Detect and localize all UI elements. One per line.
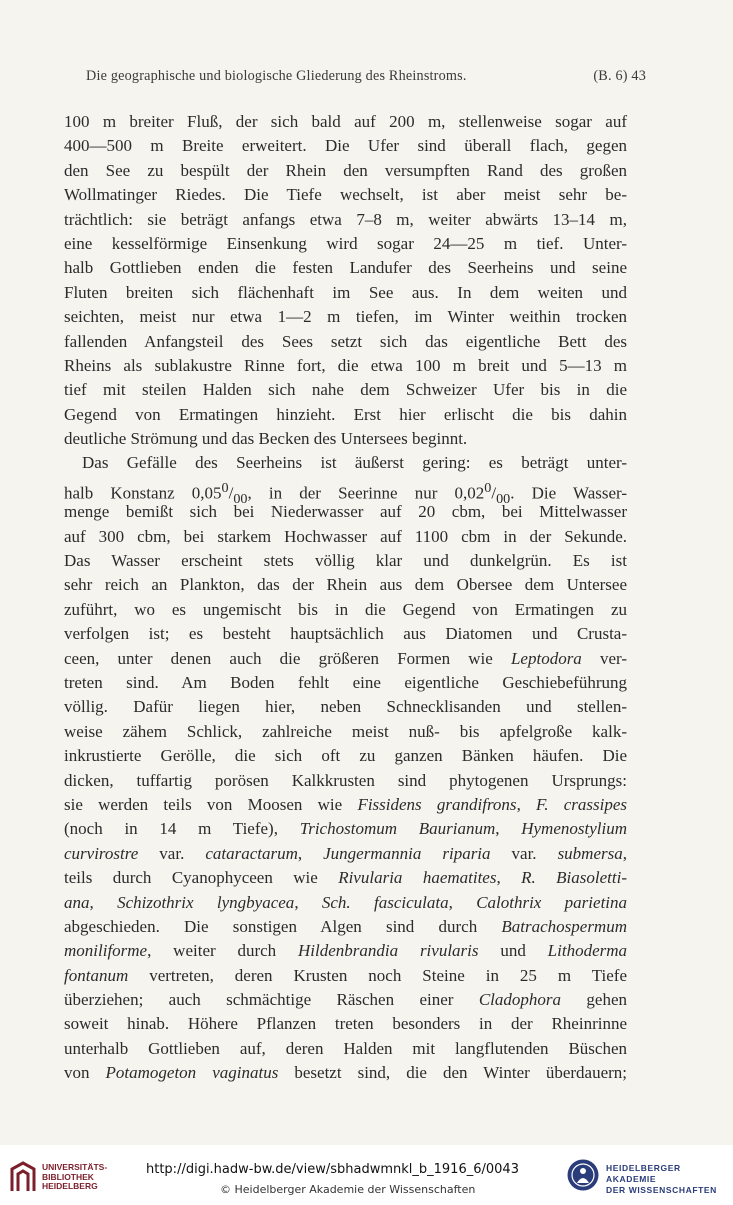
text-line: überziehen; auch schmächtige Räschen einer Cladophora gehen xyxy=(64,990,627,1010)
text-line: teils durch Cyanophyceen wie Rivularia haematites, R. Biasoletti- xyxy=(64,868,627,888)
text-line: eine kesselförmige Einsenkung wird sogar 24—25 m tief. Unter- xyxy=(64,233,627,253)
text-line: Wollmatinger Riedes. Die Tiefe wechselt, ist aber meist sehr be- xyxy=(64,185,627,205)
ub-line: UNIVERSITÄTS- xyxy=(42,1162,108,1172)
text-line: tief mit steilen Halden sich nahe dem Schweizer Ufer bis in die xyxy=(64,380,627,400)
text-line: seichten, meist nur etwa 1—2 m tiefen, im Winter weithin trocken xyxy=(64,307,627,327)
copyright-notice: © Heidelberger Akademie der Wissenschaften xyxy=(220,1183,476,1196)
running-header xyxy=(86,68,646,85)
text-line: weise zähem Schlick, zahlreiche meist nuß- bis apfelgroße kalk- xyxy=(64,721,627,741)
header-title: Die geographische und biologische Gliederung des Rheinstroms. xyxy=(86,68,467,84)
text-line: soweit hinab. Höhere Pflanzen treten besonders in der Rheinrinne xyxy=(64,1014,627,1034)
text-line: fontanum vertreten, deren Krusten noch Steine in 25 m Tiefe xyxy=(64,965,627,985)
text-line: 100 m breiter Fluß, der sich bald auf 200 m, stellenweise sogar auf xyxy=(64,112,627,131)
text-line: völlig. Dafür liegen hier, neben Schnecklisanden und stellen- xyxy=(64,697,627,717)
text-line: halb Konstanz $0,05^0/_{00}$, in der Seerinne nur $0,02^0/_{00}$. Die Wasser- xyxy=(64,479,627,507)
academy-name xyxy=(606,1163,733,1196)
text-line: den See zu bespült der Rhein den versumpften Rand des großen xyxy=(64,160,627,180)
text-line: von Potamogeton vaginatus besetzt sind, die den Winter überdauern; xyxy=(64,1063,627,1083)
text-line: Rheins als sublakustre Rinne fort, die etwa 100 m breit und 5—13 m xyxy=(64,355,627,375)
text-line: auf 300 cbm, bei starkem Hochwasser auf 1100 cbm in der Sekunde. xyxy=(64,526,627,546)
text-line: moniliforme, weiter durch Hildenbrandia rivularis und Lithoderma xyxy=(64,941,628,961)
text-line: halb Gottlieben enden die festen Landufer des Seerheins und seine xyxy=(64,258,627,278)
text-line: menge bemißt sich bei Niederwasser auf 20 cbm, bei Mittelwasser xyxy=(64,502,627,522)
ub-line: BIBLIOTHEK xyxy=(42,1171,94,1182)
academy-seal-icon xyxy=(566,1158,600,1192)
text-line: abgeschieden. Die sonstigen Algen sind durch Batrachospermum xyxy=(64,916,627,936)
text-line: fallenden Anfangsteil des Sees setzt sich das eigentliche Bett des xyxy=(64,331,627,351)
university-library-name xyxy=(42,1163,107,1192)
text-line: 400—500 m Breite erweitert. Die Ufer sind überall flach, gegen xyxy=(64,136,627,156)
text-line: Das Gefälle des Seerheins ist äußerst gering: es beträgt unter- xyxy=(82,453,627,473)
hadw-line: HEIDELBERGER AKADEMIE xyxy=(606,1163,681,1184)
text-line: curvirostre var. cataractarum, Jungermannia riparia var. submersa, xyxy=(64,843,627,863)
text-line: inkrustierte Gerölle, die sich oft zu ganzen Bänken häufen. Die xyxy=(64,746,627,766)
text-line: deutliche Strömung und das Becken des Untersees beginnt. xyxy=(64,429,468,449)
text-line: zuführt, wo es ungemischt bis in die Gegend von Ermatingen zu xyxy=(64,599,627,619)
text-line: sie werden teils von Moosen wie Fissidens grandifrons, F. crassipes xyxy=(64,794,627,814)
university-library-logo-icon xyxy=(8,1161,38,1193)
text-line: verfolgen ist; es besteht hauptsächlich aus Diatomen und Crusta- xyxy=(64,624,627,644)
footer-bar xyxy=(0,1145,733,1205)
text-line: (noch in 14 m Tiefe), Trichostomum Baurianum, Hymenostylium xyxy=(64,819,627,839)
header-page-ref: (B. 6) 43 xyxy=(593,68,646,84)
body-text xyxy=(64,110,627,1086)
text-line: ceen, unter denen auch die größeren Formen wie Leptodora ver- xyxy=(64,648,628,668)
text-line: Gegend von Ermatingen hinzieht. Erst hier erlischt die bis dahin xyxy=(64,404,627,424)
permalink-url[interactable]: http://digi.hadw-bw.de/view/sbhadwmnkl_b_1916_6/0043 xyxy=(146,1162,519,1177)
text-line: ana, Schizothrix lyngbyacea, Sch. fasciculata, Calothrix parietina xyxy=(64,892,628,912)
hadw-line: DER WISSENSCHAFTEN xyxy=(606,1185,717,1195)
text-line: dicken, tuffartig porösen Kalkkrusten sind phytogenen Ursprungs: xyxy=(64,770,627,790)
text-line: treten sind. Am Boden fehlt eine eigentliche Geschiebeführung xyxy=(64,672,627,692)
text-line: sehr reich an Plankton, das der Rhein aus dem Obersee dem Untersee xyxy=(64,575,627,595)
text-line: unterhalb Gottlieben auf, deren Halden mit langflutenden Büschen xyxy=(64,1038,627,1058)
text-line: trächtlich: sie beträgt anfangs etwa 7–8 m, weiter abwärts 13–14 m, xyxy=(64,209,627,229)
text-line: Das Wasser erscheint stets völlig klar und dunkelgrün. Es ist xyxy=(64,551,627,571)
ub-line: HEIDELBERG xyxy=(42,1181,98,1191)
text-line: Fluten breiten sich flächenhaft im See aus. In dem weiten und xyxy=(64,282,627,302)
